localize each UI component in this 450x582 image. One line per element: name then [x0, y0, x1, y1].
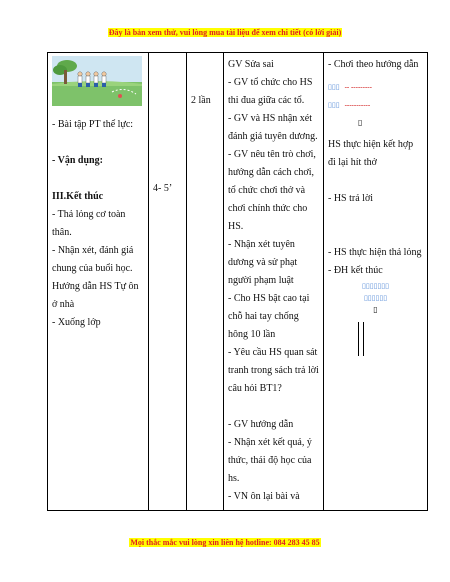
student-activity-column	[324, 53, 428, 511]
application-heading: - Vận dụng:	[52, 155, 103, 166]
count-value: 2 lần	[191, 95, 211, 106]
teacher-step: - GV và HS nhận xét đánh giá tuyên dương.	[228, 113, 318, 142]
lesson-plan-table	[47, 52, 428, 511]
formation-markers: ▯▯▯▯▯▯▯	[362, 282, 389, 290]
student-step: - HS thực hiện thả lỏng	[328, 247, 422, 258]
teacher-activity-column	[224, 53, 324, 511]
formation-dashes: -- ---------	[344, 83, 372, 91]
teacher-step: - Nhận xét tuyên dương và sử phạt người phạm luật	[228, 239, 298, 286]
time-column	[149, 53, 187, 511]
formation-dashes: -----------	[344, 101, 371, 109]
formation-markers: ▯▯▯	[328, 101, 340, 109]
review-item: - Nhận xét, đánh giá chung của buổi học.	[52, 245, 134, 274]
hotline-banner-text: Mọi thắc mắc vui lòng xin liên hệ hotline: 084 283 45 85	[130, 538, 320, 547]
formation-markers: ▯▯▯	[328, 83, 340, 91]
dismiss-item: - Xuống lớp	[52, 317, 101, 328]
conclusion-heading: III.Kết thúc	[52, 191, 104, 202]
teacher-step: - GV hướng dẫn	[228, 419, 294, 430]
preview-banner	[0, 28, 450, 37]
physical-exercise-label: - Bài tập PT thể lực:	[52, 119, 134, 130]
student-step: - HS trả lời	[328, 193, 374, 204]
teacher-step: - GV nêu tên trò chơi, hướng dẫn cách chơi, tổ chức chơi thở và chơi chính thức cho HS.	[228, 149, 316, 232]
hotline-banner	[0, 538, 450, 547]
table-row	[48, 53, 428, 511]
teacher-step: GV Sửa sai	[228, 59, 274, 70]
homework-item: Hướng dẫn HS Tự ôn ở nhà	[52, 281, 139, 310]
preview-banner-text: Đây là bản xem thử, vui lòng mua tài liệu để xem chi tiết (có lời giải)	[108, 28, 342, 37]
teacher-marker: ▯	[373, 305, 378, 314]
student-step: - ĐH kết thúc	[328, 265, 383, 276]
teacher-step: - Nhận xét kết quả, ý thức, thái độ học của hs.	[228, 437, 312, 484]
count-column	[187, 53, 224, 511]
formation-row	[328, 78, 423, 96]
relax-item: - Thả lỏng cơ toàn thân.	[52, 209, 126, 238]
student-step: HS thực hiện kết hợp đi lại hít thở	[328, 139, 414, 168]
teacher-step: - Cho HS bật cao tại chỗ hai tay chống hông 10 lần	[228, 293, 310, 340]
teacher-marker: ▯	[358, 118, 363, 127]
teacher-step: - Yêu cầu HS quan sát tranh trong sách trả lời câu hỏi BT1?	[228, 347, 319, 394]
time-value: 4- 5’	[153, 183, 173, 194]
student-step: - Chơi theo hướng dẫn	[328, 59, 419, 70]
formation-markers: ▯▯▯▯▯▯	[363, 294, 388, 302]
formation-row	[328, 96, 423, 114]
exercise-illustration	[52, 56, 142, 106]
teacher-step: - VN ôn lại bài và	[228, 491, 300, 502]
formation-lines	[358, 322, 423, 356]
teacher-step: - GV tổ chức cho HS thi đua giữa các tổ.	[228, 77, 313, 106]
content-column	[48, 53, 149, 511]
